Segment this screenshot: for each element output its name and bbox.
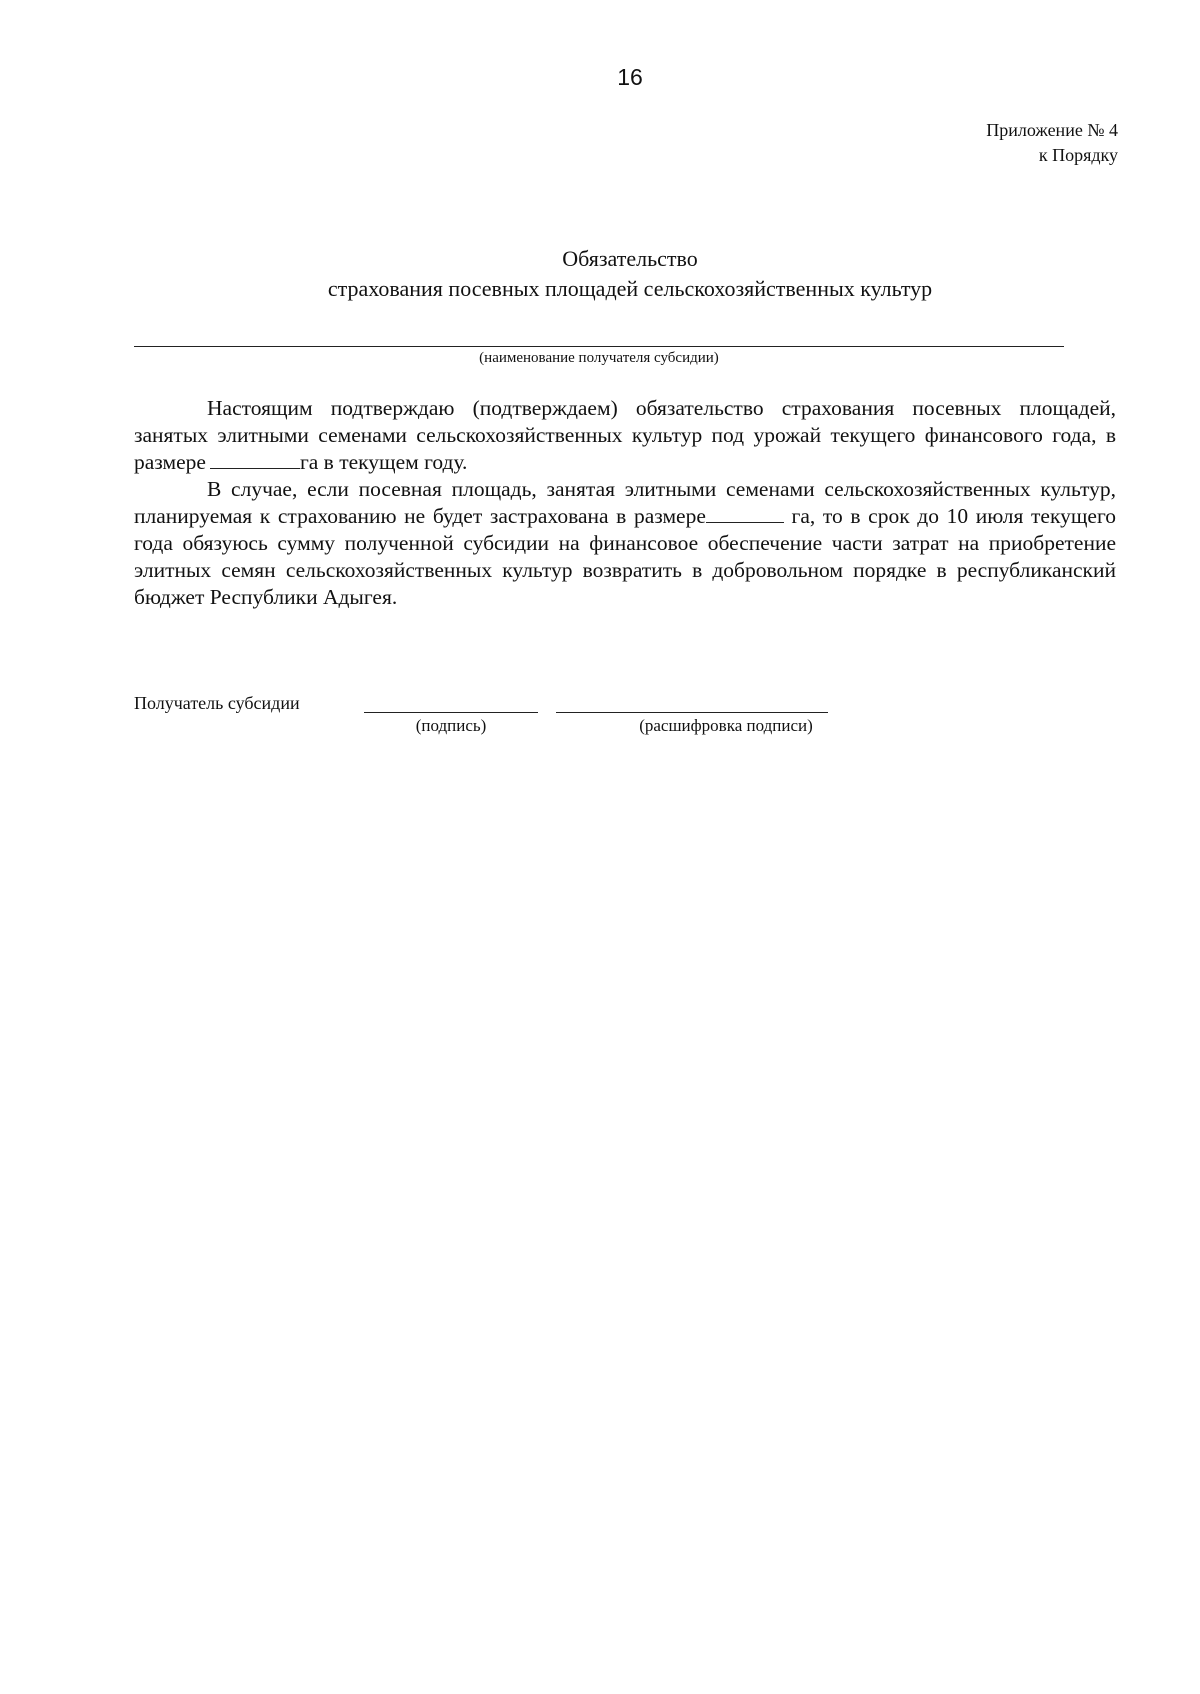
signature-decoding-field[interactable] — [556, 712, 828, 713]
recipient-name-caption: (наименование получателя субсидии) — [479, 350, 719, 366]
paragraph-2-text-b: га, то в срок до 10 июля текущего года обязуюсь сумму полученной субсидии на финансовое обеспечение части затрат на приобретение элитных семян сельскохозяйственных культур возвратить в добровольном порядке в республиканский бюджет Республики Адыгея. — [134, 504, 1116, 609]
signature-field[interactable] — [364, 712, 538, 713]
title-line-2: страхования посевных площадей сельскохозяйственных культур — [327, 276, 933, 301]
page-number: 16 — [617, 64, 643, 90]
document-title — [0, 244, 1200, 304]
signature-decoding-caption: (расшифровка подписи) — [639, 716, 813, 735]
obligation-body — [134, 395, 1116, 611]
area-blank-2[interactable] — [706, 504, 784, 523]
appendix-reference — [986, 118, 1118, 168]
paragraph-1 — [134, 395, 1116, 476]
signature-caption: (подпись) — [415, 716, 487, 735]
appendix-line-1: Приложение № 4 — [986, 120, 1118, 140]
paragraph-2-text-a: В случае, если посевная площадь, занятая элитными семенами сельскохозяйственных культур, планируемая к страхованию не будет застрахована в размере — [134, 477, 1116, 528]
paragraph-1-text-b: га в текущем году. — [299, 450, 468, 474]
paragraph-2 — [134, 476, 1116, 611]
area-blank-1[interactable] — [210, 450, 300, 469]
appendix-line-2: к Порядку — [1038, 145, 1118, 165]
paragraph-1-text-a: Настоящим подтверждаю (подтверждаем) обязательство страхования посевных площадей, занятых элитными семенами сельскохозяйственных культур под урожай текущего финансового года, в размере — [134, 396, 1116, 474]
signature-label: Получатель субсидии — [134, 693, 300, 713]
recipient-name-field[interactable] — [134, 346, 1064, 347]
title-line-1: Обязательство — [562, 246, 698, 271]
